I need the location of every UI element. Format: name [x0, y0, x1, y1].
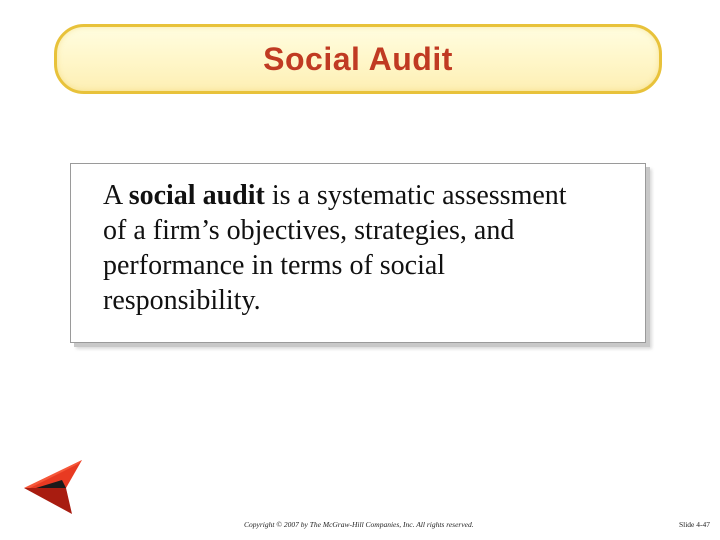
definition-text: [103, 178, 627, 318]
definition-line2: of a firm’s objectives, strategies, and: [103, 215, 515, 246]
slide-number: Slide 4-47: [678, 520, 710, 529]
title-banner: [54, 24, 662, 94]
definition-line3: performance in terms of social: [103, 250, 446, 281]
definition-line4: responsibility.: [103, 285, 261, 316]
red-arrow-logo-icon: [22, 458, 86, 516]
logo-arrow-lower: [24, 488, 72, 514]
slide-title: Social Audit: [263, 40, 453, 77]
definition-term: social audit: [128, 180, 265, 211]
definition-rest-line1: is a systematic assessment: [264, 180, 567, 211]
definition-box: [70, 163, 646, 343]
copyright-notice: Copyright © 2007 by The McGraw-Hill Companies, Inc. All rights reserved.: [244, 520, 474, 529]
definition-lead: A: [103, 180, 129, 211]
